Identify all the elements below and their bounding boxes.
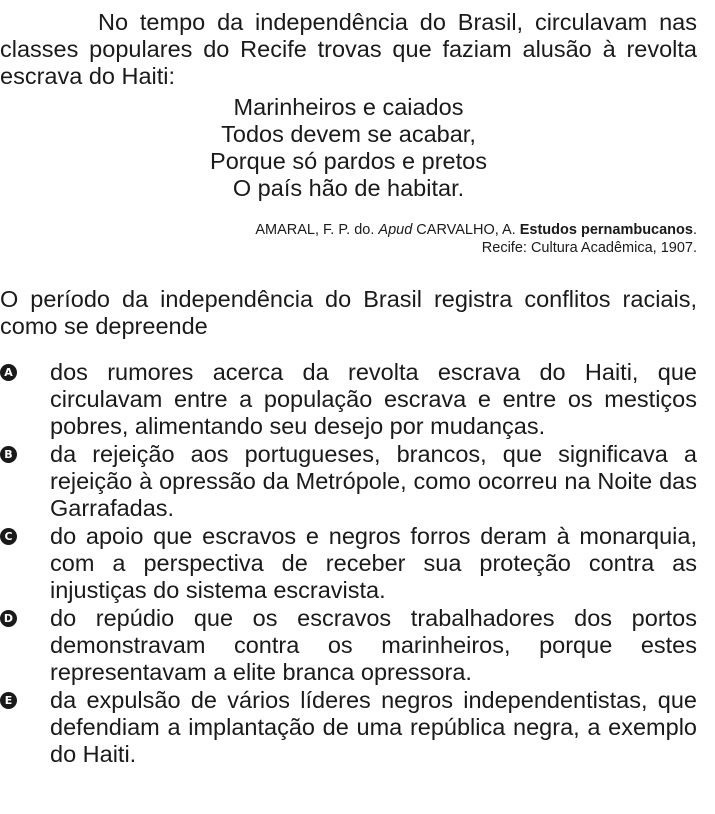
poem-line: Porque só pardos e pretos <box>210 148 487 174</box>
poem <box>0 94 697 202</box>
option-text: da rejeição aos portugueses, brancos, que significava a rejeição à opressão da Metrópole, como ocorreu na Noite das Garrafadas. <box>50 441 697 521</box>
citation-title: Estudos pernambucanos <box>519 222 693 238</box>
option-letter-badge: E <box>0 692 17 709</box>
citation-source-author: CARVALHO, A. <box>412 222 520 238</box>
citation-apud: Apud <box>378 222 413 238</box>
citation-author: AMARAL, F. P. do. <box>255 222 379 238</box>
option-letter-badge: A <box>0 364 17 381</box>
option-text: dos rumores acerca da revolta escrava do Haiti, que circulavam entre a população escrava e entre os mestiços pobres, alimentando seu desejo por mudanças. <box>50 359 697 439</box>
citation-line-2: Recife: Cultura Acadêmica, 1907. <box>481 240 697 256</box>
option-text: do repúdio que os escravos trabalhadores dos portos demonstravam contra os marinheiros, porque estes representavam a elite branca opressora. <box>50 605 697 685</box>
citation <box>0 221 697 257</box>
option-e[interactable] <box>0 687 697 768</box>
option-letter-badge: C <box>0 528 17 545</box>
option-text: da expulsão de vários líderes negros independentistas, que defendiam a implantação de uma república negra, a exemplo do Haiti. <box>50 687 697 767</box>
option-letter-badge: B <box>0 446 17 463</box>
poem-line: O país hão de habitar. <box>232 175 465 201</box>
poem-line: Marinheiros e caiados <box>233 94 464 120</box>
option-c[interactable] <box>0 523 697 604</box>
option-letter-badge: D <box>0 610 17 627</box>
poem-line: Todos devem se acabar, <box>221 121 476 147</box>
option-text: do apoio que escravos e negros forros deram à monarquia, com a perspectiva de receber sua proteção contra as injustiças do sistema escravista. <box>50 523 697 603</box>
citation-end: . <box>692 222 697 238</box>
answer-options <box>0 359 697 769</box>
citation-line-1 <box>0 221 697 239</box>
option-b[interactable] <box>0 441 697 522</box>
option-d[interactable] <box>0 605 697 686</box>
question-stem: O período da independência do Brasil registra conflitos raciais, como se depreende <box>0 286 697 339</box>
intro-paragraph: No tempo da independência do Brasil, circulavam nas classes populares do Recife trovas que faziam alusão à revolta escrava do Haiti: <box>0 9 697 89</box>
option-a[interactable] <box>0 359 697 440</box>
